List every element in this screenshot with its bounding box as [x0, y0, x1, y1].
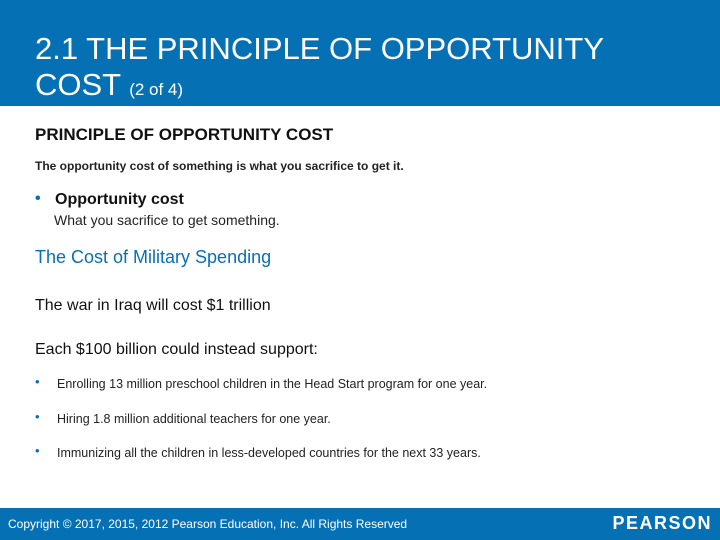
pearson-logo: PEARSON	[612, 513, 712, 533]
slide-title	[35, 31, 695, 108]
term-label: Opportunity cost	[55, 191, 184, 208]
footer-bar	[0, 508, 720, 540]
list-item-text: Immunizing all the children in less-developed countries for the next 33 years.	[57, 446, 481, 460]
principle-definition: The opportunity cost of something is what you sacrifice to get it.	[35, 159, 404, 173]
list-item-text: Hiring 1.8 million additional teachers for one year.	[57, 412, 331, 426]
list-lead: Each $100 billion could instead support:	[35, 341, 318, 358]
copyright-text: Copyright © 2017, 2015, 2012 Pearson Education, Inc. All Rights Reserved	[8, 517, 408, 531]
cost-statement: The war in Iraq will cost $1 trillion	[35, 297, 271, 314]
slide-title-main: 2.1 THE PRINCIPLE OF OPPORTUNITY COST	[35, 31, 604, 102]
principle-heading: PRINCIPLE OF OPPORTUNITY COST	[35, 125, 334, 144]
term-definition: What you sacrifice to get something.	[54, 212, 280, 228]
slide-title-part: (2 of 4)	[129, 80, 184, 99]
title-banner	[0, 0, 720, 106]
bullet-icon: •	[35, 409, 40, 424]
list-item-text: Enrolling 13 million preschool children in the Head Start program for one year.	[57, 377, 488, 391]
section-title: The Cost of Military Spending	[35, 247, 272, 267]
bullet-icon: •	[35, 190, 41, 207]
bullet-icon: •	[35, 443, 40, 458]
bullet-icon: •	[35, 374, 40, 389]
